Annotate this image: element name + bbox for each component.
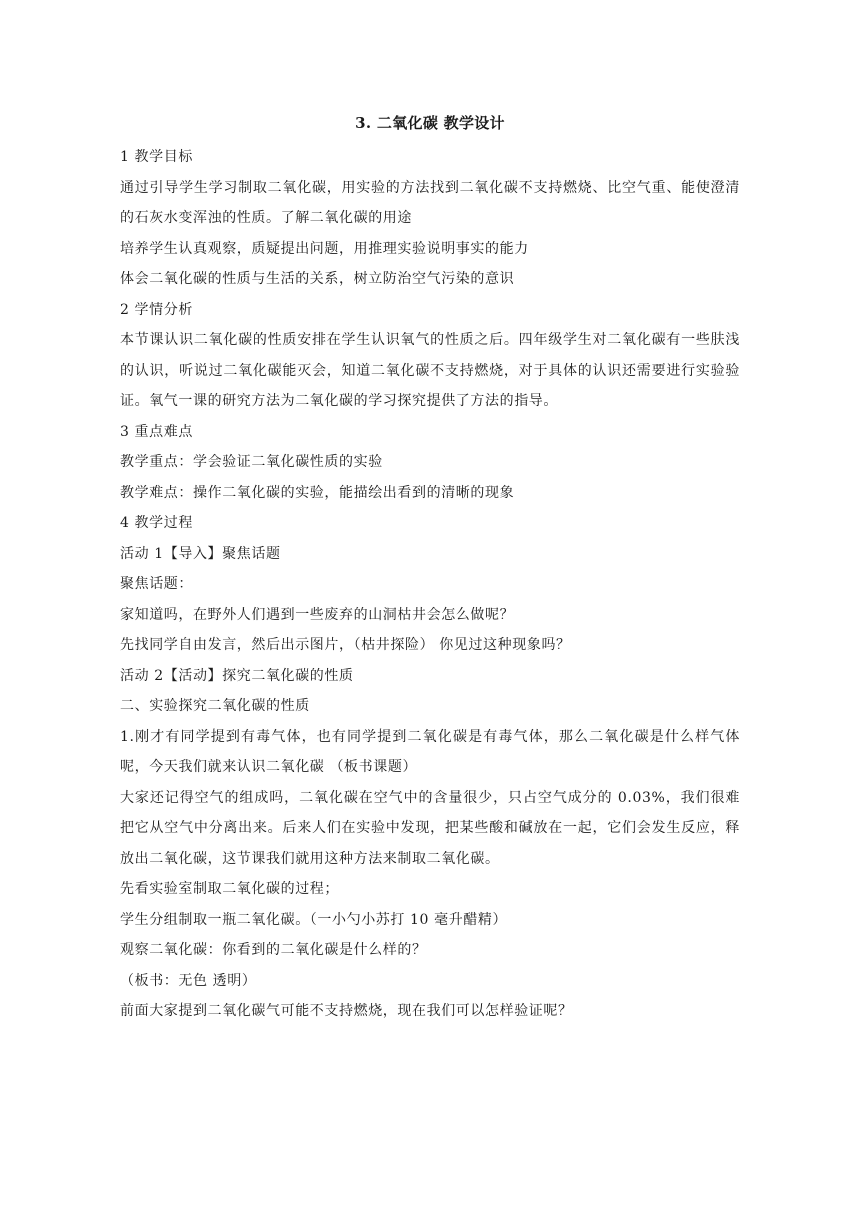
heading-student-analysis: 2 学情分析 [120, 301, 193, 318]
paragraph-discussion: 先找同学自由发言，然后出示图片，（枯井探险） 你见过这种现象吗？ [120, 637, 571, 653]
heading-teaching-goals: 1 教学目标 [120, 149, 193, 165]
paragraph-goal-1: 通过引导学生学习制取二氧化碳，用实验的方法找到二氧化碳不支持燃烧、比空气重、能使澄清的石灰水变浑浊的性质。了解二氧化碳的用途 [120, 179, 740, 226]
paragraph-air-composition: 大家还记得空气的组成吗，二氧化碳在空气中的含量很少，只占空气成分的 0.03%，我们很难把它从空气中分离出来。后来人们在实验中发现，把某些酸和碱放在一起，它们会发生反应，释放出二氧化碳，这节课我们就用这种方法来制取二氧化碳。 [120, 789, 740, 867]
heading-experiment: 二、实验探究二氧化碳的性质 [120, 698, 310, 714]
paragraph-student-analysis: 本节课认识二氧化碳的性质安排在学生认识氧气的性质之后。四年级学生对二氧化碳有一些肤浅的认识，听说过二氧化碳能灭会，知道二氧化碳不支持燃烧，对于具体的认识还需要进行实验验证。氧气一课的研究方法为二氧化碳的学习探究提供了方法的指导。 [120, 332, 740, 409]
paragraph-goal-2: 培养学生认真观察，质疑提出问题，用推理实验说明事实的能力 [120, 240, 529, 257]
paragraph-intro-co2: 1.刚才有同学提到有毒气体，也有同学提到二氧化碳是有毒气体，那么二氧化碳是什么样气体呢，今天我们就来认识二氧化碳 （板书课题） [120, 728, 740, 775]
paragraph-verify-question: 前面大家提到二氧化碳气可能不支持燃烧，现在我们可以怎样验证呢？ [120, 1003, 573, 1019]
heading-teaching-process: 4 教学过程 [120, 515, 193, 531]
paragraph-key-point: 教学重点：学会验证二氧化碳性质的实验 [120, 454, 383, 470]
paragraph-question-1: 家知道吗，在野外人们遇到一些废弃的山洞枯井会怎么做呢？ [120, 606, 515, 623]
paragraph-lab-process: 先看实验室制取二氧化碳的过程； [120, 881, 339, 897]
document-body [120, 142, 740, 1027]
heading-activity-1: 活动 1【导入】聚焦话题 [120, 545, 281, 562]
paragraph-focus-topic: 聚焦话题： [120, 576, 193, 592]
paragraph-group-experiment: 学生分组制取一瓶二氧化碳。（一小勺小苏打 10 毫升醋精） [120, 911, 508, 928]
paragraph-difficult-point: 教学难点：操作二氧化碳的实验，能描绘出看到的清晰的现象 [120, 484, 515, 501]
paragraph-board-note: （板书：无色 透明） [120, 972, 257, 989]
paragraph-observe: 观察二氧化碳：你看到的二氧化碳是什么样的？ [120, 942, 427, 958]
paragraph-goal-3: 体会二氧化碳的性质与生活的关系，树立防治空气污染的意识 [120, 271, 515, 287]
heading-activity-2: 活动 2【活动】探究二氧化碳的性质 [120, 667, 354, 684]
document-title: 3. 二氧化碳 教学设计 [355, 114, 505, 132]
heading-key-points: 3 重点难点 [120, 423, 193, 440]
